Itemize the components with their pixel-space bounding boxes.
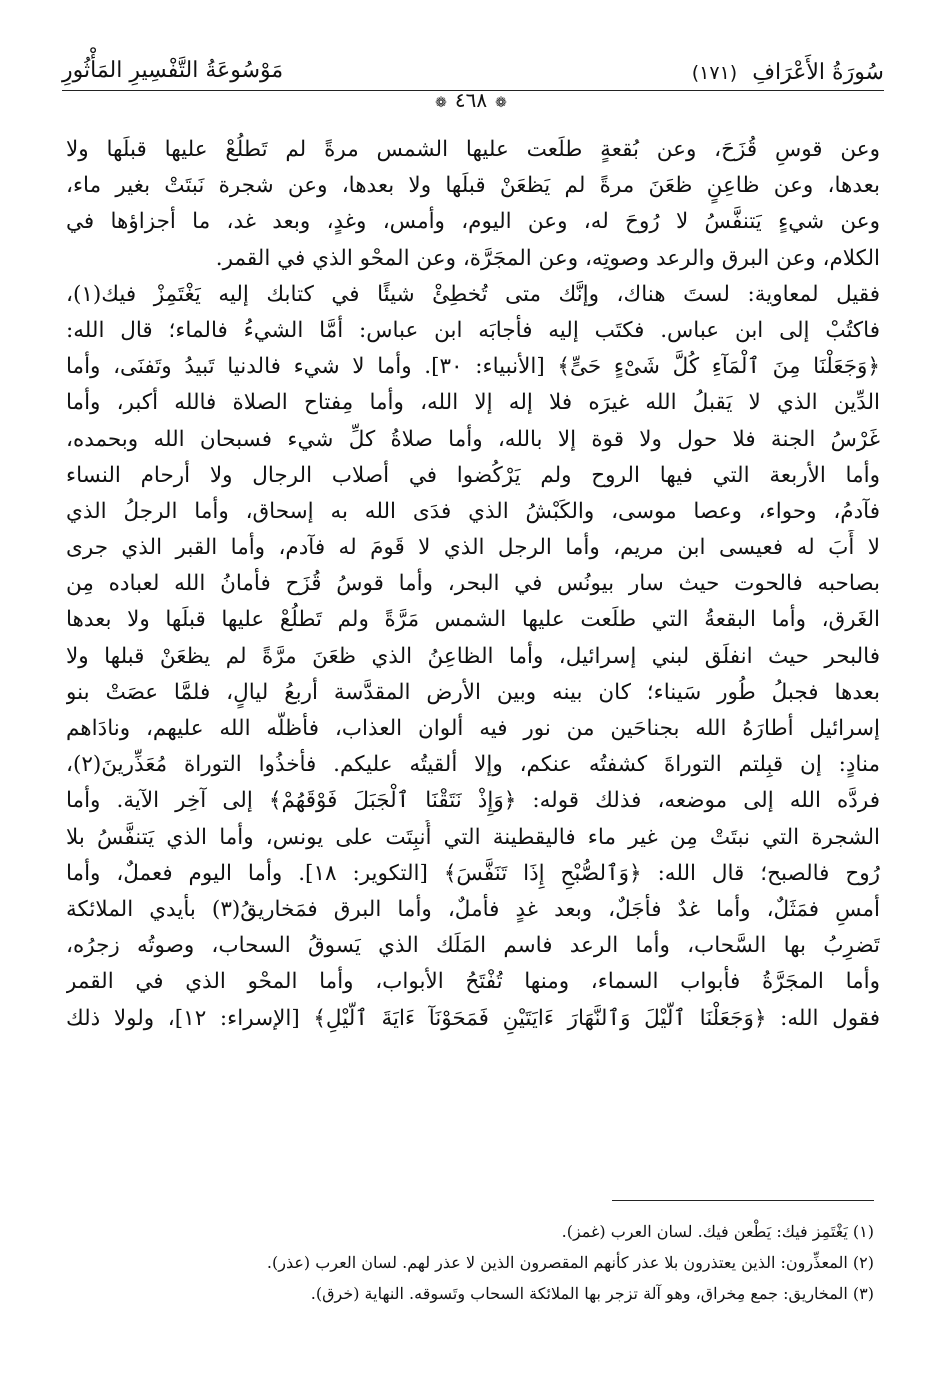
- page-number: ٤٦٨: [454, 88, 488, 112]
- text-line: بعدها فجبلُ طُور سَيناء؛ كان بينه وبين الأرض المقدَّسة أربعُ ليالٍ، فلمَّا عصَتْ بنو: [66, 679, 880, 705]
- surah-title: سُورَةُ الأَعْرَافِ: [752, 60, 884, 85]
- text-line: فقول الله: ﴿وَجَعَلْنَا ٱلَّيْلَ وَٱلنَّهَارَ ءَايَتَيْنِ فَمَحَوْنَآ ءَايَةَ ٱلَّيْلِ﴾ [الإسراء: ١٢]، ولولا ذلك: [66, 1005, 880, 1031]
- text-line: وأما الأربعة التي فيها الروح ولم يَرْكُضوا في أصلاب الرجال ولا أرحام النساء: [66, 462, 880, 488]
- text-line: إسرائيل أطارَهُ الله بجناحَين من نور فيه ألوان العذاب، فأظلَّه الله عليهم، ونادَاهم: [66, 716, 880, 741]
- footnotes: [66, 1216, 874, 1309]
- text-line: رُوح فالصبح؛ قال الله: ﴿وَٱلصُّبْحِ إِذَا تَنَفَّسَ﴾ [التكوير: ١٨]. وأما اليوم فعملٌ، وأما: [66, 860, 880, 886]
- text-line: الدِّين الذي لا يَقبلُ الله غيرَه فلا إله إلا الله، وأما مِفتاح الصلاة فالله أكبر، وأما: [66, 390, 880, 416]
- ornament-icon: ❁: [495, 95, 507, 111]
- text-line: الشجرة التي نبتَتْ مِن غير ماء فاليقطينة التي أُنبِتَت على يونس، وأما الذي يَتنفَّسُ بلا: [66, 824, 880, 850]
- page-number-row: [0, 88, 942, 112]
- text-line: غَرْسُ الجنة فلا حول ولا قوة إلا بالله، وأما صلاةُ كلِّ شيء فسبحان الله وبحمده،: [66, 426, 880, 452]
- text-line: الغَرق، وأما البقعةُ التي طلَعت عليها الشمس مَرَّةً ولم تَطلُعْ عليها قبلَها ولا بعدها: [66, 607, 880, 633]
- text-line: فالبحر حيث انفلَق لبني إسرائيل، وأما الظاعِنُ الذي ظعَنَ مرَّةً لم يظعَنْ قبلها ولا: [66, 643, 880, 669]
- footnote: (١) يَغْتَمِز فيك: يَطْعن فيك. لسان العرب (غمز).: [561, 1222, 874, 1241]
- text-line: فقيل لمعاوية: لستَ هناك، وإنَّك متى تُخطِئْ شيئًا في كتابك إليه يَغْتَمِزْ فيك(١)،: [66, 281, 880, 307]
- footnote-rule: [612, 1200, 874, 1201]
- ornament-icon: ❁: [435, 95, 447, 111]
- surah-page-number: (١٧١): [691, 62, 738, 84]
- book-title: مَوْسُوعَةُ التَّفْسِيرِ المَأْثُورِ: [62, 58, 284, 83]
- text-line: بعدها، وعن ظاعِنٍ ظعَنَ مرةً لم يَظعَنْ قبلَها ولا بعدها، وعن شجرة نَبتَتْ بغير ماء،: [66, 173, 880, 199]
- footnote: (٢) المعذِّرون: الذين يعتذرون بلا عذر كأنهم المقصرون الذين لا عذر لهم. لسان العرب (عذر).: [266, 1253, 874, 1272]
- main-text: [66, 132, 880, 1037]
- text-line: لا أَبَ له فعيسى ابن مريم، وأما الرجل الذي لا قَومَ له فآدم، وأما القبر الذي جرى: [66, 535, 880, 561]
- text-line: وعن شيءٍ يَتنفَّسُ لا رُوحَ له، وعن اليوم، وأمس، وغدٍ، وبعد غد، ما أجزاؤها في: [66, 209, 880, 235]
- surah-header: [692, 60, 884, 85]
- footnote: (٣) المخاريق: جمع مِخراق، وهو آلة تزجر بها الملائكة السحاب وتَسوقه. النهاية (خرق).: [310, 1284, 874, 1303]
- text-line: وأما المجَرَّةُ فأبواب السماء، ومنها تُفْتَحُ الأبواب، وأما المحْو الذي في القمر: [66, 969, 880, 995]
- text-line: الكلام، وعن البرق والرعد وصوتِه، وعن المجَرَّة، وعن المحْو الذي في القمر.: [215, 245, 880, 271]
- text-line: فاكتُبْ إلى ابن عباس. فكتَب إليه فأجابَه ابن عباس: أمَّا الشيءُ فالماء؛ قال الله:: [66, 317, 880, 343]
- text-line: أمسِ فمَثَلٌ، وأما غدٌ فأجَلٌ، وبعد غدٍ فأملٌ، وأما البرق فمَخاريقُ(٣) بأيدي الملائكة: [66, 896, 880, 922]
- text-line: بصاحبه فالحوت حيث سار بيونُس في البحر، وأما قوسُ قُزَح فأمانُ الله لعباده مِن: [66, 571, 880, 597]
- text-line: ﴿وَجَعَلْنَا مِنَ ٱلْمَآءِ كُلَّ شَىْءٍ حَىٍّ﴾ [الأنبياء: ٣٠]. وأما لا شيء فالدنيا تَبيدُ وتَفنَى، وأما: [66, 354, 880, 380]
- text-line: تَضرِبُ بها السَّحاب، وأما الرعد فاسم المَلَك الذي يَسوقُ السحاب، وصوتُه زجرُه،: [66, 933, 880, 959]
- text-line: فآدمُ، وحواء، وعصا موسى، والكَبْشُ الذي فدَى الله به إسحاق، وأما الرجلُ الذي: [66, 498, 880, 524]
- text-line: وعن قوسِ قُزَحَ، وعن بُقعةٍ طلَعت عليها الشمس مرةً لم تَطلُعْ عليها قبلَها ولا: [66, 137, 880, 162]
- text-line: منادٍ: إن قبِلتم التوراةَ كشفتُه عنكم، وإلا ألقيتُه عليكم. فأخذُوا التوراة مُعَذِّرينَ(٢)،: [66, 752, 880, 778]
- text-line: فردَّه الله إلى موضعه، فذلك قوله: ﴿وَإِذْ نَتَقْنَا ٱلْجَبَلَ فَوْقَهُمْ﴾ إلى آخِر الآية. وأما: [66, 788, 880, 814]
